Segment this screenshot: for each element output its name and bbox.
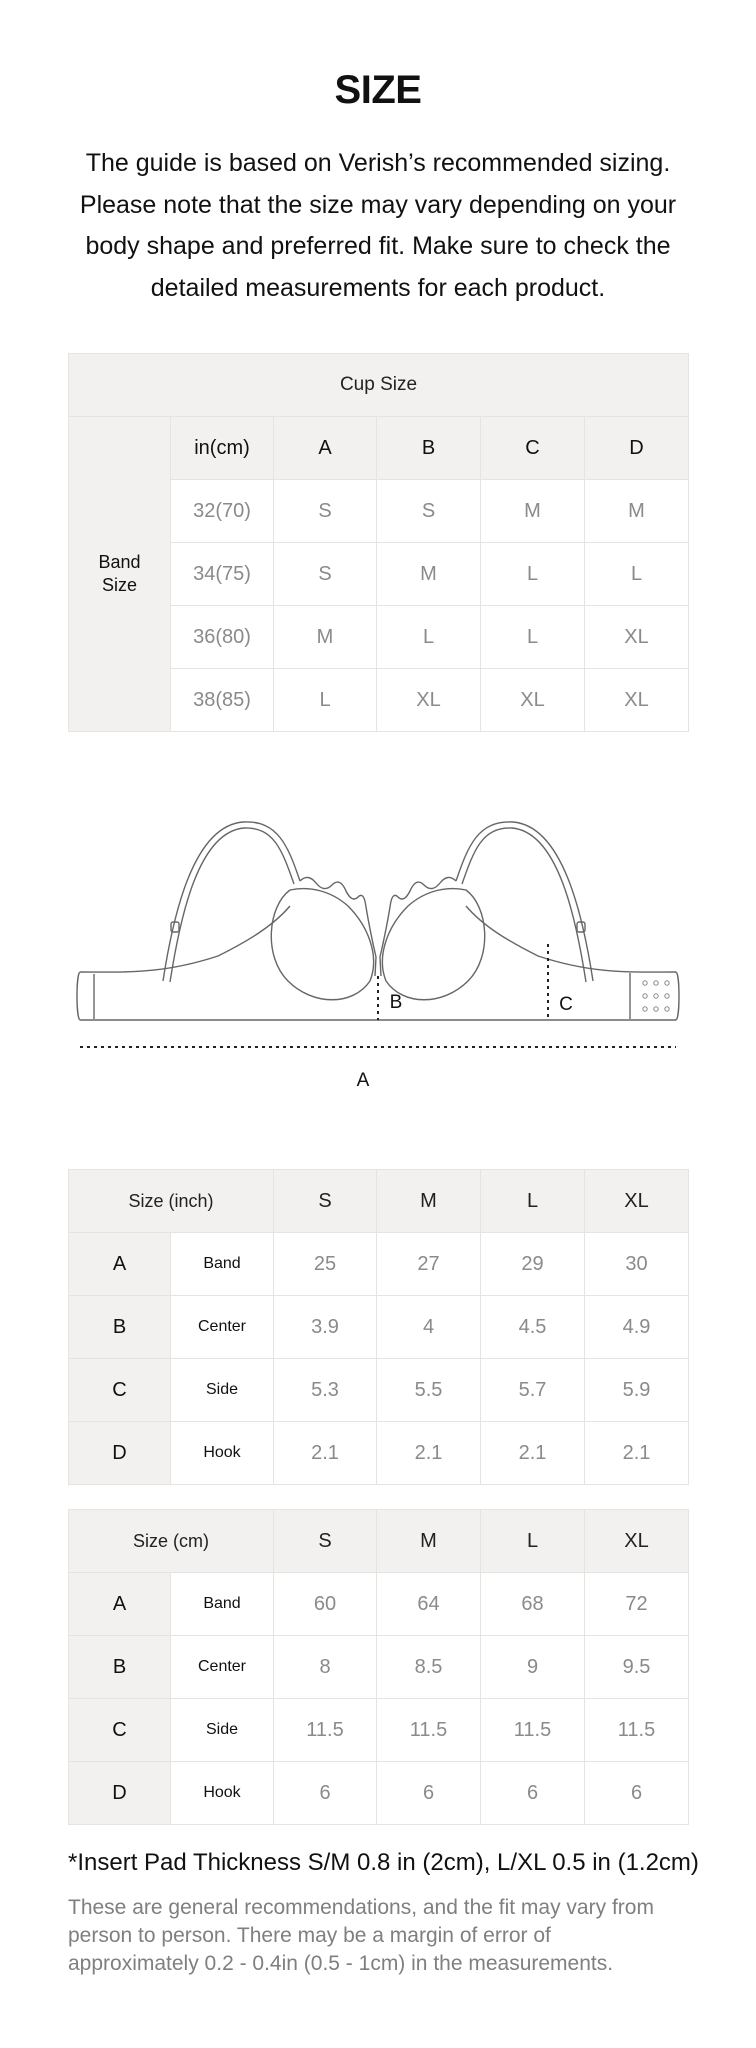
- size-cell: XL: [585, 606, 689, 669]
- value-cell: 5.3: [274, 1359, 377, 1422]
- row-part: Center: [171, 1636, 274, 1699]
- band-value: 38(85): [171, 669, 274, 732]
- value-cell: 5.5: [377, 1359, 481, 1422]
- row-part: Band: [171, 1573, 274, 1636]
- left-cup-pad: [271, 889, 373, 1000]
- size-label: M: [377, 1170, 481, 1233]
- band-value: 32(70): [171, 480, 274, 543]
- cm-table-header: Size (cm): [69, 1510, 274, 1573]
- table-row: [69, 1233, 689, 1296]
- size-cell: M: [481, 480, 585, 543]
- fit-disclaimer: These are general recommendations, and the fit may vary from person to person. There may be a margin of error of approximately 0.2 - 0.4in (0.5 - 1cm) in the measurements.: [68, 1896, 654, 1975]
- value-cell: 11.5: [585, 1699, 689, 1762]
- band-value: 36(80): [171, 606, 274, 669]
- row-letter: C: [69, 1699, 171, 1762]
- table-row: [69, 1359, 689, 1422]
- left-band-top: [80, 906, 290, 972]
- label-b: B: [389, 992, 403, 1013]
- cup-size-header: Cup Size: [69, 354, 689, 417]
- band-right-end: [676, 972, 679, 1020]
- table-row: [69, 1422, 689, 1485]
- size-cell: XL: [585, 669, 689, 732]
- row-part: Center: [171, 1296, 274, 1359]
- value-cell: 9.5: [585, 1636, 689, 1699]
- value-cell: 5.9: [585, 1359, 689, 1422]
- size-label: M: [377, 1510, 481, 1573]
- row-part: Hook: [171, 1762, 274, 1825]
- row-letter: B: [69, 1636, 171, 1699]
- right-lace-edge: [380, 877, 456, 976]
- value-cell: 2.1: [585, 1422, 689, 1485]
- table-row: [69, 1699, 689, 1762]
- size-cell: S: [274, 480, 377, 543]
- cup-label: C: [481, 417, 585, 480]
- cup-label: D: [585, 417, 689, 480]
- value-cell: 68: [481, 1573, 585, 1636]
- value-cell: 64: [377, 1573, 481, 1636]
- pad-thickness-note: *Insert Pad Thickness S/M 0.8 in (2cm), L/XL 0.5 in (1.2cm): [68, 1849, 699, 1876]
- row-letter: C: [69, 1359, 171, 1422]
- value-cell: 2.1: [377, 1422, 481, 1485]
- value-cell: 11.5: [274, 1699, 377, 1762]
- value-cell: 6: [481, 1762, 585, 1825]
- value-cell: 8: [274, 1636, 377, 1699]
- label-c: C: [559, 994, 573, 1015]
- row-letter: D: [69, 1762, 171, 1825]
- row-part: Hook: [171, 1422, 274, 1485]
- size-cell: L: [377, 606, 481, 669]
- value-cell: 6: [377, 1762, 481, 1825]
- band-left-end: [77, 972, 80, 1020]
- size-label: L: [481, 1510, 585, 1573]
- value-cell: 4.9: [585, 1296, 689, 1359]
- table-row: [69, 1296, 689, 1359]
- table-row: [69, 1636, 689, 1699]
- size-cell: M: [274, 606, 377, 669]
- size-label: L: [481, 1170, 585, 1233]
- row-part: Side: [171, 1359, 274, 1422]
- band-value: 34(75): [171, 543, 274, 606]
- size-cell: S: [377, 480, 481, 543]
- table-row: [69, 1762, 689, 1825]
- size-label: S: [274, 1170, 377, 1233]
- size-cell: XL: [377, 669, 481, 732]
- value-cell: 8.5: [377, 1636, 481, 1699]
- row-letter: B: [69, 1296, 171, 1359]
- left-lace-edge: [300, 877, 376, 976]
- right-band-top: [466, 906, 676, 972]
- value-cell: 3.9: [274, 1296, 377, 1359]
- inch-size-table: [68, 1169, 689, 1485]
- value-cell: 4.5: [481, 1296, 585, 1359]
- value-cell: 4: [377, 1296, 481, 1359]
- band-size-label: Band Size: [69, 417, 171, 732]
- size-cell: M: [585, 480, 689, 543]
- size-label: XL: [585, 1510, 689, 1573]
- value-cell: 11.5: [481, 1699, 585, 1762]
- size-cell: L: [274, 669, 377, 732]
- size-cell: L: [481, 543, 585, 606]
- size-cell: S: [274, 543, 377, 606]
- row-part: Band: [171, 1233, 274, 1296]
- cup-label: B: [377, 417, 481, 480]
- value-cell: 9: [481, 1636, 585, 1699]
- value-cell: 27: [377, 1233, 481, 1296]
- size-cell: L: [585, 543, 689, 606]
- row-letter: A: [69, 1233, 171, 1296]
- value-cell: 5.7: [481, 1359, 585, 1422]
- bra-measurement-diagram: [68, 806, 688, 1096]
- value-cell: 72: [585, 1573, 689, 1636]
- value-cell: 29: [481, 1233, 585, 1296]
- size-label: XL: [585, 1170, 689, 1233]
- size-cell: XL: [481, 669, 585, 732]
- value-cell: 30: [585, 1233, 689, 1296]
- size-cell: L: [481, 606, 585, 669]
- value-cell: 60: [274, 1573, 377, 1636]
- row-letter: D: [69, 1422, 171, 1485]
- unit-label: in(cm): [171, 417, 274, 480]
- value-cell: 2.1: [274, 1422, 377, 1485]
- page-title: SIZE: [334, 68, 422, 112]
- value-cell: 11.5: [377, 1699, 481, 1762]
- table-row: [69, 1573, 689, 1636]
- size-label: S: [274, 1510, 377, 1573]
- intro-text: The guide is based on Verish’s recommended sizing. Please note that the size may vary depending on your body shape and preferred fit. Make sure to check the detailed measurements for each product.: [79, 149, 677, 302]
- right-cup-pad: [382, 889, 484, 1000]
- cup-label: A: [274, 417, 377, 480]
- value-cell: 2.1: [481, 1422, 585, 1485]
- value-cell: 6: [585, 1762, 689, 1825]
- hook-eyes: [643, 981, 669, 1011]
- cm-size-table: [68, 1509, 689, 1825]
- row-letter: A: [69, 1573, 171, 1636]
- size-cell: M: [377, 543, 481, 606]
- value-cell: 6: [274, 1762, 377, 1825]
- inch-table-header: Size (inch): [69, 1170, 274, 1233]
- row-part: Side: [171, 1699, 274, 1762]
- label-a: A: [356, 1070, 370, 1091]
- value-cell: 25: [274, 1233, 377, 1296]
- cup-size-table: [68, 353, 689, 732]
